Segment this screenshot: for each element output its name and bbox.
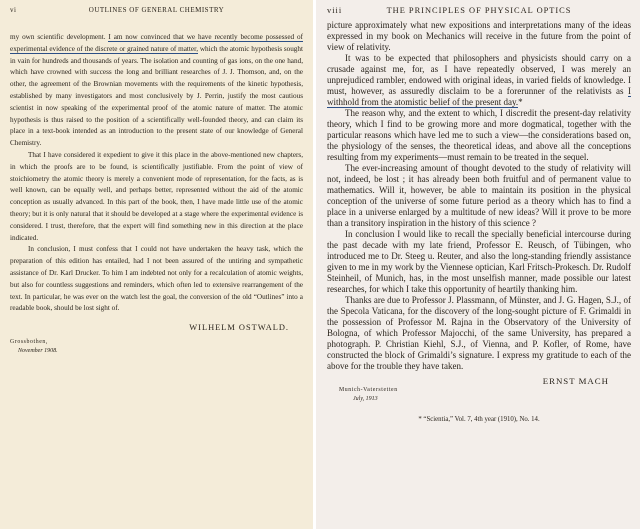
left-page-number: vi — [10, 6, 17, 14]
right-paragraph — [327, 108, 631, 163]
left-page-header — [10, 6, 303, 18]
left-text-segment: In conclusion, I must confess that I could not have undertaken the heavy task, which the preparation of this edition has entailed, had I not been assured of the untiring and sympathetic assistance of Dr. Karl Drucker. To him I am indebted not only for a recalculation of atomic weights, but also for countless suggestions and reminders, which often led to extensive rearrangement of the text. In particular, he was ever on the watch lest the goal, the conversion of the old “Outlines” into a readable book, should be lost sight of. — [10, 245, 303, 313]
right-running-title: THE PRINCIPLES OF PHYSICAL OPTICS — [386, 6, 572, 15]
right-text-segment: In conclusion I would like to recall the specially beneficial intercourse during the past decade with my late friend, Professor E. Reusch, of Tübingen, who introduced me to Dr. Steeg u. Reuter, and also the long-standing friendly assistance given to me in my work by the Viennese optician, Karl Fritsch-Prokesch. Dr. Rudolf Steinheil, of Munich, has, in the most unselfish manner, made possible our latest researches, for which I take this opportunity of heartily thanking him. — [327, 229, 631, 294]
right-page-header — [327, 6, 631, 18]
right-text-segment: It was to be expected that philosophers and physicists should carry on a crusade against me, for, as I have repeatedly observed, I was merely an unprejudiced rambler, endowed with original ideas, in varied fields of knowledge. I must, however, as assuredly disclaim to be a forerunner of the relativists as — [327, 53, 631, 96]
left-text-segment: my own scientific development. — [10, 33, 109, 41]
right-book-page — [316, 0, 640, 529]
right-text-segment: Thanks are due to Professor J. Plassmann, of Münster, and J. G. Hagen, S.J., of the Specola Vaticana, for the discovery of the long-sought picture of F. Grimaldi in the possession of Professor M. Rajna in the Observatory of the University of Bologna, of which Professor Majocchi, of the same University, has prepared a photograph. P. Christian Kiehl, S.J., of Vienna, and P. Kofler, of Rome, have constructed the block of Grimaldi’s signature. I express my gratitude to each of the above for the trouble they have taken. — [327, 295, 631, 371]
right-paragraph — [327, 20, 631, 53]
left-place: Grossbothen, — [10, 339, 48, 346]
left-paragraph — [10, 32, 303, 150]
left-running-title: OUTLINES OF GENERAL CHEMISTRY — [88, 6, 225, 14]
right-underlined-passage: I withhold from the atomistic belief of the present day. — [327, 86, 631, 107]
right-footnote: * “Scientia,” Vol. 7, 4th year (1910), No. 14. — [418, 416, 540, 423]
right-page-number: viii — [327, 6, 343, 15]
left-underlined-passage: I am now convinced that we have recently become possessed of experimental evidence of the discrete or grained nature of matter, — [10, 33, 303, 53]
left-signature: WILHELM OSTWALD. — [189, 323, 289, 333]
right-paragraph — [327, 53, 631, 108]
right-date: July, 1913 — [353, 396, 378, 402]
right-page-body — [327, 20, 631, 372]
right-paragraph — [327, 229, 631, 295]
left-page-body — [10, 32, 303, 315]
left-paragraph — [10, 244, 303, 315]
right-text-segment: * — [518, 97, 523, 107]
right-paragraph — [327, 163, 631, 229]
right-place: Munich-Vaterstetten — [339, 387, 398, 393]
left-text-segment: which the atomic hypothesis sought in vain for hundreds and thousands of years. The isolation and counting of gas ions, on the one hand, which have crowned with success the long and brilliant researches of J. J. Thomson, and, on the other, the agreement of the Brownian movements with the requirements of the kinetic hypothesis, established by many investigators and most conclusively by J. Perrin, justify the most cautious scientist in now speaking of the experimental proof of the atomic nature of matter. The atomic hypothesis is thus raised to the position of a scientifically well-founded theory, and can claim its place in a text-book intended as an introduction to the present state of our knowledge of General Chemistry. — [10, 44, 303, 148]
left-book-page — [0, 0, 313, 529]
left-date: November 1908. — [18, 348, 58, 355]
right-text-segment: picture approximately what new expositions and interpretations many of the ideas expressed in my book on Mechanics will receive in the future from the point of view of relativity. — [327, 20, 631, 52]
left-paragraph — [10, 150, 303, 244]
right-text-segment: The reason why, and the extent to which, I discredit the present-day relativity theory, which I find to be growing more and more dogmatical, together with the particular reasons which have led me to such a view—the considerations based on, the physiology of the senses, the theoretical ideas, and above all the conceptions resulting from my experiments—must remain to be treated in the sequel. — [327, 108, 631, 162]
right-text-segment: The ever-increasing amount of thought devoted to the study of relativity will not, indeed, be lost ; it has already been both fruitful and of permanent value to mathematics. Will it, however, be able to maintain its position in the physical conception of the universe of some future period as a theory which has to find a place in a universe enlarged by a multitude of new ideas? Will it prove to be more than a transitory inspiration in the history of this science ? — [327, 163, 631, 228]
right-paragraph — [327, 295, 631, 372]
left-text-segment: That I have considered it expedient to give it this place in the above-mentioned new chapters, in which the proofs are to be found, is scientifically justifiable. From the point of view of stoichiometry the atomic theory is merely a convenient mode of representation, for the facts, as is well known, can be equally well, and perhaps better, represented without the aid of the atomic conception as usually advanced. In this part of the book, then, I have made little use of the atomic theory; but it is only natural that it should be developed at a stage where the experimental evidence is considered. I trust, therefore, that the expert will find something new in this direction at the place indicated. — [10, 150, 303, 242]
right-signature: ERNST MACH — [542, 376, 609, 386]
